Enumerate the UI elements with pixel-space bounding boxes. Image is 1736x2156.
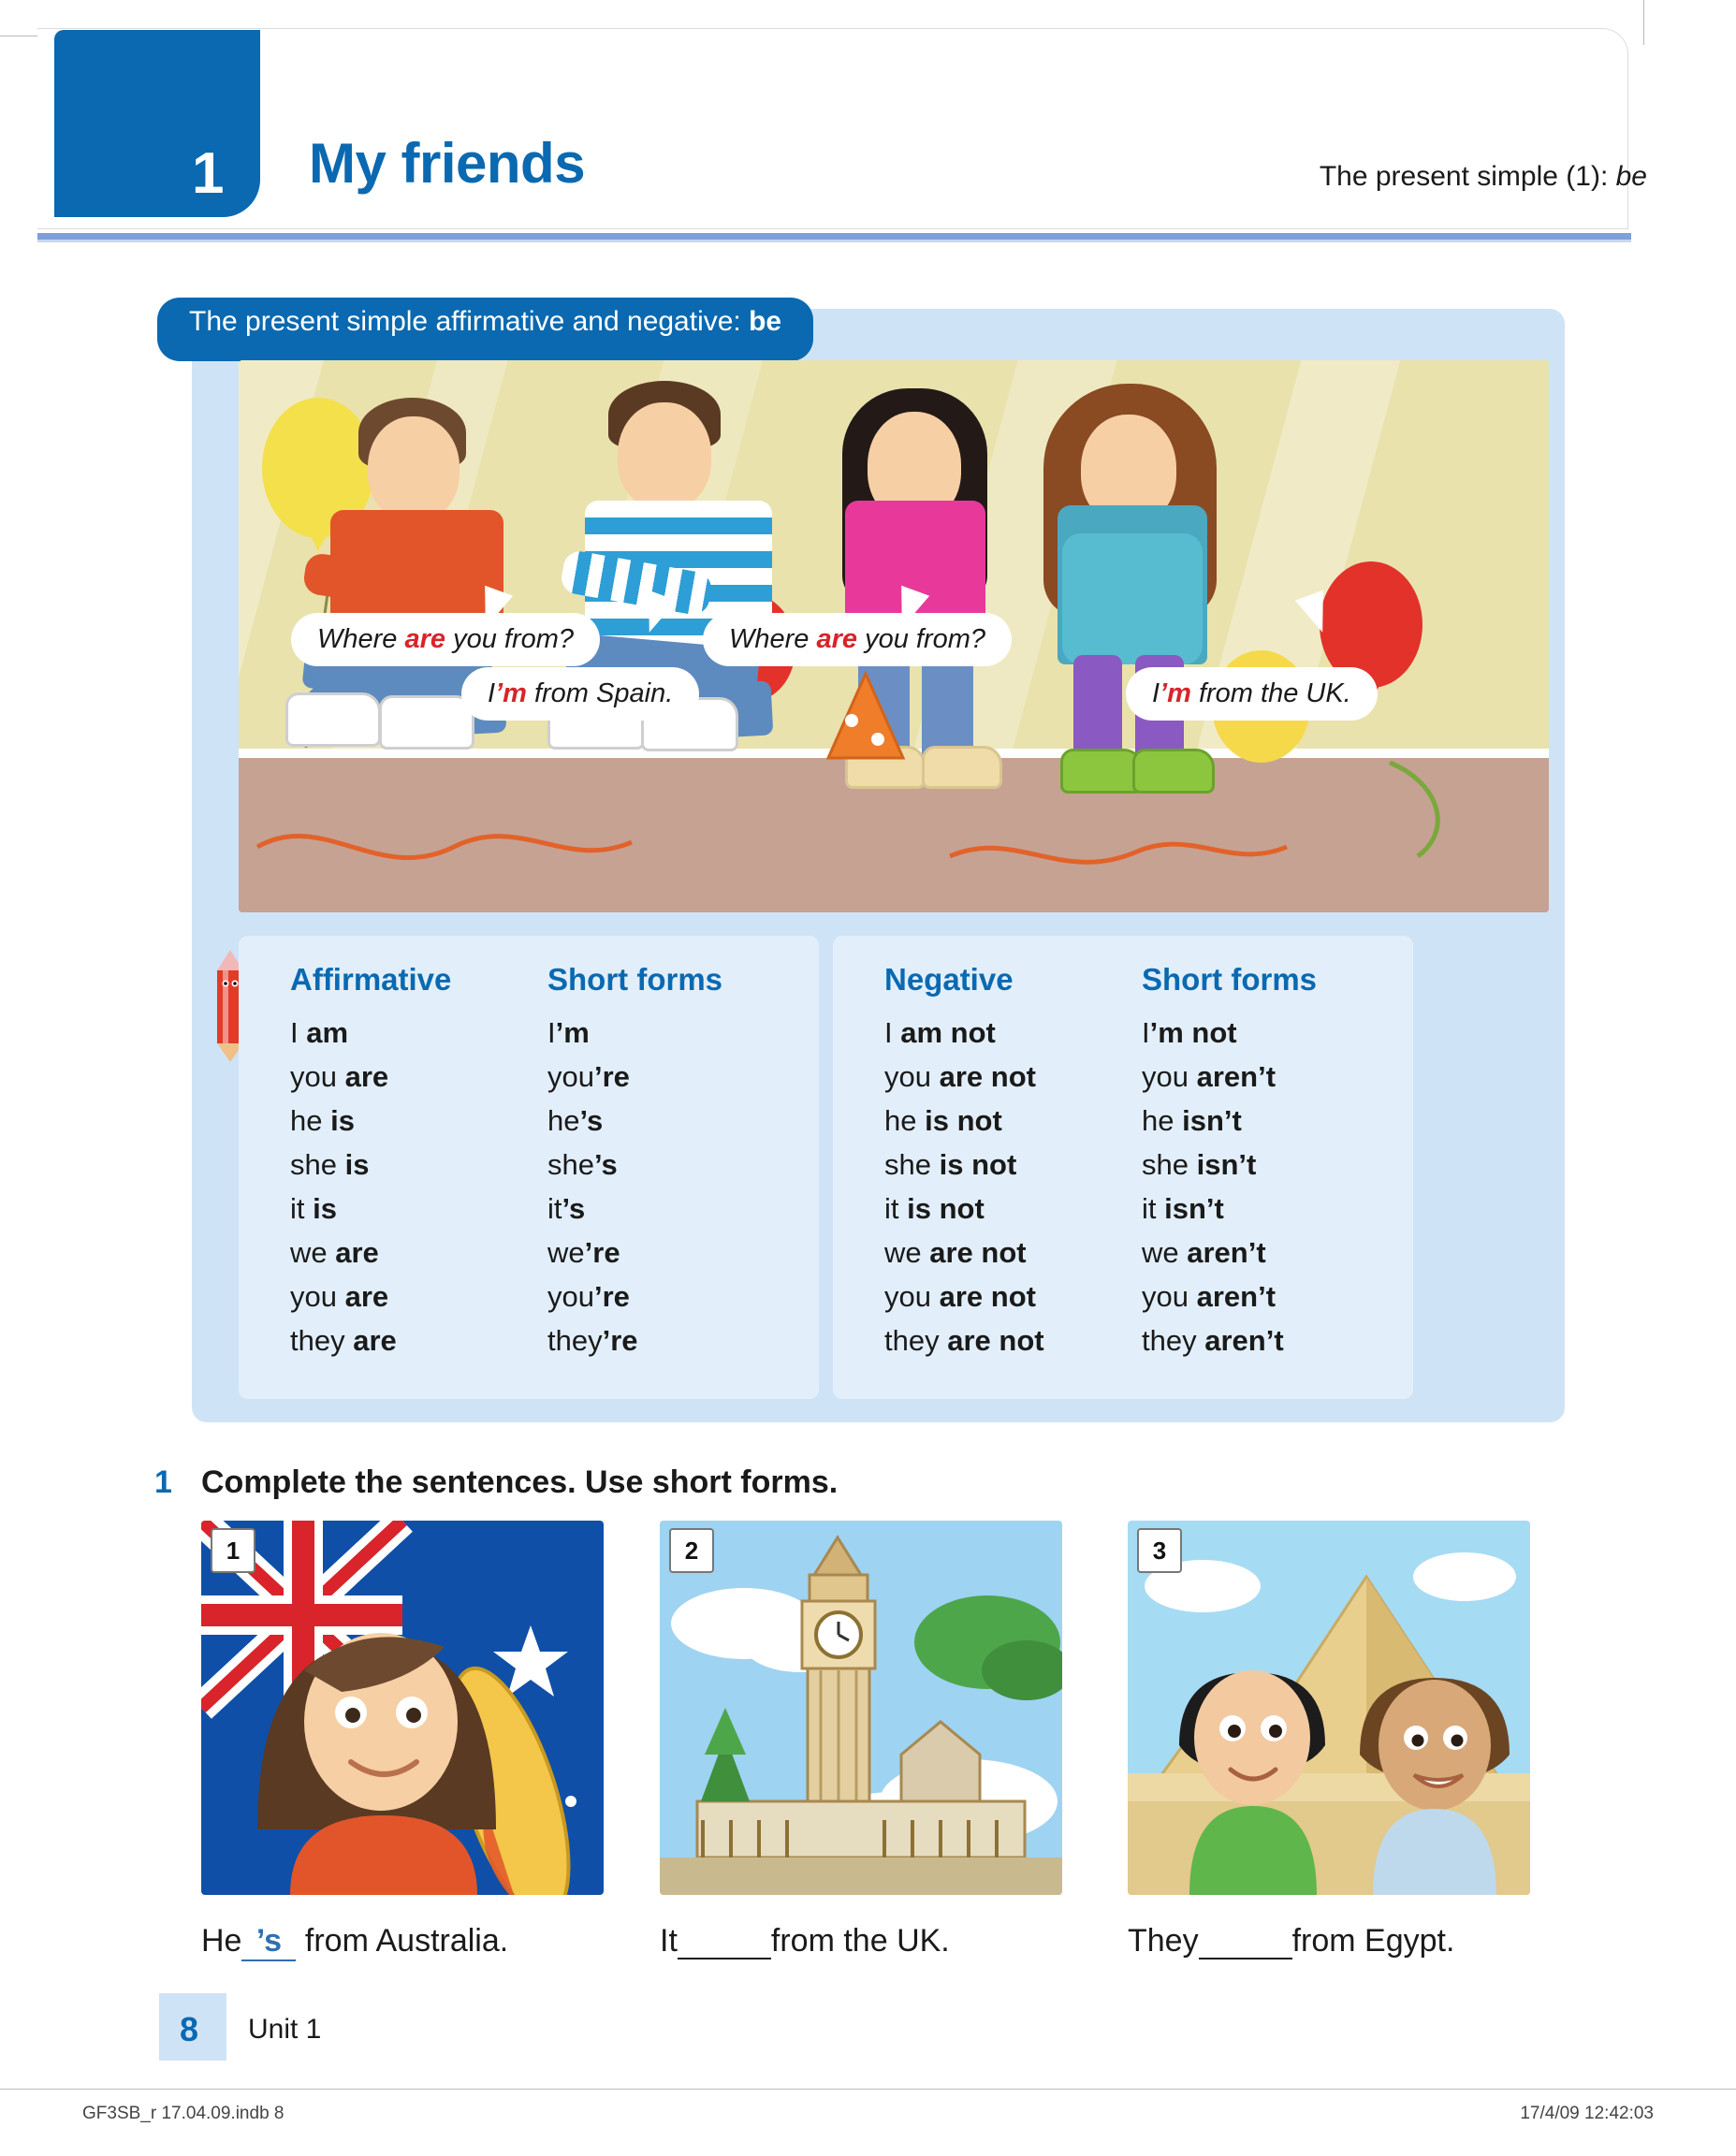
table-row [884, 1318, 1044, 1362]
table-row [547, 1231, 638, 1275]
table-row [290, 1231, 397, 1275]
row-subject: he [1142, 1104, 1183, 1137]
bubble-text-highlight: ’m [1160, 678, 1191, 708]
row-subject: you [884, 1060, 940, 1093]
row-verb: aren’t [1196, 1060, 1276, 1093]
crop-mark-top-right [1643, 0, 1644, 45]
table-row [547, 1055, 638, 1099]
exercise-answer-2[interactable] [660, 1923, 950, 1959]
row-subject: they [1142, 1324, 1205, 1357]
print-info-left: GF3SB_r 17.04.09.indb 8 [82, 2104, 284, 2123]
dress [1062, 533, 1203, 664]
row-verb: are not [939, 1280, 1036, 1313]
table-column-header: Negative [884, 962, 1014, 997]
answer-prefix: It [660, 1923, 678, 1959]
answer-input-blank[interactable] [678, 1926, 771, 1959]
table-column-affirmative-full [290, 1011, 397, 1362]
row-subject: he [290, 1104, 331, 1137]
table-negative [833, 936, 1413, 1399]
head [618, 402, 711, 510]
table-row [547, 1318, 638, 1362]
shoe [285, 692, 381, 747]
table-row [547, 1143, 638, 1187]
bubble-text-highlight: are [404, 624, 446, 654]
header-rule-thin [37, 240, 1631, 242]
row-subject: we [290, 1236, 336, 1269]
exercise-image-1 [201, 1521, 604, 1895]
table-column-header: Affirmative [290, 962, 452, 997]
table-row [884, 1275, 1044, 1318]
header-topic-italic: be [1615, 161, 1647, 192]
row-subject: we [547, 1236, 585, 1269]
row-verb: are not [929, 1236, 1027, 1269]
big-ben-illustration [660, 1521, 1062, 1895]
row-subject: it [547, 1192, 562, 1225]
row-subject: he [547, 1104, 580, 1137]
page-header [37, 28, 1628, 229]
row-subject: it [884, 1192, 908, 1225]
row-verb: ’s [562, 1192, 586, 1225]
footer-rule [0, 2089, 1736, 2090]
bubble-text-post: from Spain. [526, 678, 674, 708]
scene-illustration [239, 360, 1549, 912]
row-verb: are [353, 1324, 397, 1357]
grammar-panel-title-bold: be [749, 306, 782, 337]
row-verb: ’re [584, 1236, 620, 1269]
table-row [1142, 1318, 1284, 1362]
table-row [290, 1011, 397, 1055]
row-verb: are not [939, 1060, 1036, 1093]
bubble-text-pre: I [488, 678, 496, 708]
table-row [547, 1187, 638, 1231]
row-verb: am not [900, 1016, 996, 1049]
row-verb: aren’t [1187, 1236, 1266, 1269]
bubble-text-pre: Where [317, 624, 405, 654]
australia-flag-illustration [201, 1521, 604, 1895]
speech-bubble-3 [705, 615, 1010, 664]
table-row [290, 1099, 397, 1143]
exercise-item-badge: 2 [669, 1528, 714, 1573]
row-verb: is [330, 1104, 355, 1137]
row-verb: are [344, 1060, 389, 1093]
shoe [922, 746, 1002, 789]
row-subject: I [290, 1016, 307, 1049]
header-topic [1320, 161, 1647, 193]
row-subject: you [547, 1280, 594, 1313]
row-subject: I [547, 1016, 556, 1049]
row-verb: ’m [555, 1016, 590, 1049]
table-row [1142, 1231, 1284, 1275]
table-row [290, 1143, 397, 1187]
table-row [290, 1055, 397, 1099]
row-subject: she [547, 1148, 594, 1181]
row-verb: aren’t [1204, 1324, 1284, 1357]
row-subject: I [1142, 1016, 1150, 1049]
answer-input-blank[interactable] [1199, 1926, 1292, 1959]
page-title: My friends [309, 132, 586, 195]
speech-bubble-4 [1128, 669, 1376, 719]
row-subject: she [290, 1148, 345, 1181]
row-verb: is not [939, 1148, 1017, 1181]
table-row [884, 1011, 1044, 1055]
table-affirmative [239, 936, 819, 1399]
grammar-panel-title-text: The present simple affirmative and negative: [189, 306, 750, 337]
bubble-text-post: you from? [857, 624, 986, 654]
table-column-negative-short [1142, 1011, 1284, 1362]
row-subject: she [884, 1148, 940, 1181]
row-verb: isn’t [1164, 1192, 1224, 1225]
exercise-item-badge: 1 [211, 1528, 255, 1573]
row-verb: ’s [579, 1104, 604, 1137]
egypt-pyramids-illustration [1128, 1521, 1530, 1895]
row-verb: ’re [602, 1324, 638, 1357]
grammar-panel-title [157, 298, 813, 361]
row-verb: isn’t [1196, 1148, 1257, 1181]
row-verb: is not [925, 1104, 1002, 1137]
table-row [1142, 1275, 1284, 1318]
table-row [1142, 1055, 1284, 1099]
row-subject: she [1142, 1148, 1197, 1181]
shoe [1132, 749, 1215, 794]
party-hat-icon [814, 669, 917, 772]
row-verb: ’s [593, 1148, 618, 1181]
bubble-text-post: from the UK. [1190, 678, 1351, 708]
shoe [1060, 749, 1143, 794]
exercise-instruction: Complete the sentences. Use short forms. [201, 1464, 839, 1500]
unit-tab [54, 30, 260, 217]
bubble-text-post: you from? [445, 624, 575, 654]
row-verb: ’m not [1149, 1016, 1237, 1049]
answer-suffix: from Australia. [296, 1923, 509, 1959]
table-row [547, 1275, 638, 1318]
row-subject: they [290, 1324, 354, 1357]
row-verb: is not [907, 1192, 985, 1225]
speech-bubble-1 [293, 615, 598, 664]
exercise-answer-1[interactable] [201, 1923, 508, 1961]
exercise-item-badge: 3 [1137, 1528, 1182, 1573]
bubble-text-highlight: ’m [495, 678, 527, 708]
answer-prefix: They [1128, 1923, 1199, 1959]
row-subject: I [884, 1016, 901, 1049]
row-subject: we [884, 1236, 930, 1269]
header-rule [37, 233, 1631, 240]
answer-suffix: from the UK. [770, 1923, 950, 1959]
row-verb: aren’t [1196, 1280, 1276, 1313]
bubble-text-highlight: are [816, 624, 858, 654]
table-row [884, 1231, 1044, 1275]
row-verb: isn’t [1182, 1104, 1242, 1137]
speech-bubble-2 [463, 669, 697, 719]
row-verb: ’re [593, 1060, 630, 1093]
row-subject: you [1142, 1060, 1197, 1093]
head [368, 416, 460, 521]
row-subject: you [290, 1280, 345, 1313]
footer-unit-label: Unit 1 [248, 2014, 322, 2045]
row-verb: are not [947, 1324, 1044, 1357]
row-verb: am [306, 1016, 349, 1049]
page-number: 8 [180, 2010, 199, 2048]
table-row [547, 1011, 638, 1055]
table-row [1142, 1143, 1284, 1187]
table-row [1142, 1011, 1284, 1055]
row-verb: are [344, 1280, 389, 1313]
row-subject: you [884, 1280, 940, 1313]
row-subject: they [547, 1324, 603, 1357]
row-subject: it [1142, 1192, 1165, 1225]
row-subject: he [884, 1104, 926, 1137]
table-row [884, 1099, 1044, 1143]
print-info-right: 17/4/09 12:42:03 [1520, 2104, 1654, 2123]
table-column-header: Short forms [547, 962, 723, 997]
table-column-header: Short forms [1142, 962, 1318, 997]
table-row [884, 1055, 1044, 1099]
unit-number: 1 [192, 141, 225, 206]
table-row [1142, 1187, 1284, 1231]
exercise-image-2 [660, 1521, 1062, 1895]
answer-suffix: from Egypt. [1291, 1923, 1455, 1959]
row-verb: is [313, 1192, 337, 1225]
answer-prefix: He [201, 1923, 242, 1959]
table-row [290, 1318, 397, 1362]
bubble-text-pre: I [1152, 678, 1160, 708]
table-row [884, 1187, 1044, 1231]
table-column-negative-full [884, 1011, 1044, 1362]
exercise-number: 1 [154, 1464, 172, 1500]
row-verb: are [335, 1236, 379, 1269]
table-row [1142, 1099, 1284, 1143]
row-subject: they [884, 1324, 948, 1357]
table-row [547, 1099, 638, 1143]
header-topic-prefix: The present simple (1): [1319, 161, 1616, 192]
row-subject: it [290, 1192, 314, 1225]
exercise-image-3 [1128, 1521, 1530, 1895]
table-row [290, 1275, 397, 1318]
row-subject: you [547, 1060, 594, 1093]
exercise-answer-3[interactable] [1128, 1923, 1454, 1959]
table-row [290, 1187, 397, 1231]
answer-input-filled[interactable]: ’s [241, 1923, 296, 1961]
row-verb: is [344, 1148, 370, 1181]
row-subject: you [290, 1060, 345, 1093]
table-column-affirmative-short [547, 1011, 638, 1362]
shoe [379, 695, 474, 750]
table-row [884, 1143, 1044, 1187]
row-subject: you [1142, 1280, 1197, 1313]
row-verb: ’re [593, 1280, 630, 1313]
bubble-text-pre: Where [729, 624, 817, 654]
row-subject: we [1142, 1236, 1188, 1269]
